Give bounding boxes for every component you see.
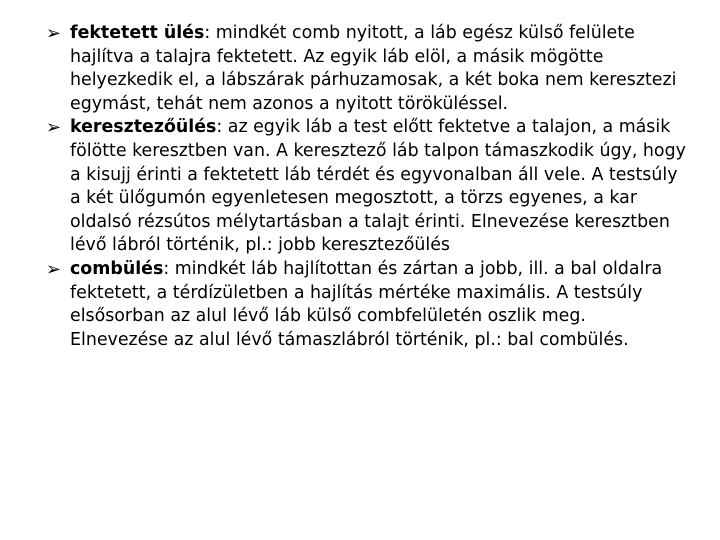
term-description: : az egyik láb a test előtt fektetve a talajon, a másik fölötte keresztben van. A keresztező láb talpon támaszkodik úgy, hogy a kisujj érinti a fektetett láb térdét és egyvonalban áll vele. A testsúly a két ülőgumón egyenletesen megosztott, a törzs egyenes, a kar oldalsó rézsútos mélytartásban a talajt érinti. Elnevezése keresztben lévő lábról történik, pl.: jobb keresztezőülés <box>70 117 686 256</box>
arrowhead-bullet-icon: ➢ <box>46 117 62 139</box>
term-label: fektetett ülés <box>70 23 205 43</box>
arrowhead-bullet-icon: ➢ <box>46 258 62 280</box>
list-item <box>46 258 686 352</box>
bullet-list <box>46 22 686 352</box>
term-label: keresztezőülés <box>70 117 217 138</box>
term-description: : mindkét comb nyitott, a láb egész külső felülete hajlítva a talajra fektetett. Az egyik láb elöl, a másik mögötte helyezkedik el, a lábszárak párhuzamosak, a két boka nem keresztezi egymást, tehát nem azonos a nyitott töröküléssel. <box>70 23 677 114</box>
list-item <box>46 22 686 116</box>
arrowhead-bullet-icon: ➢ <box>46 23 62 44</box>
term-label: combülés <box>70 258 164 279</box>
term-description: : mindkét láb hajlítottan és zártan a jobb, ill. a bal oldalra fektetett, a térdízületben a hajlítás mértéke maximális. A testsúly elsősorban az alul lévő láb külső combfelületén oszlik meg. Elnevezése az alul lévő támaszlábról történik, pl.: bal combülés. <box>70 258 663 350</box>
list-item <box>46 116 686 258</box>
